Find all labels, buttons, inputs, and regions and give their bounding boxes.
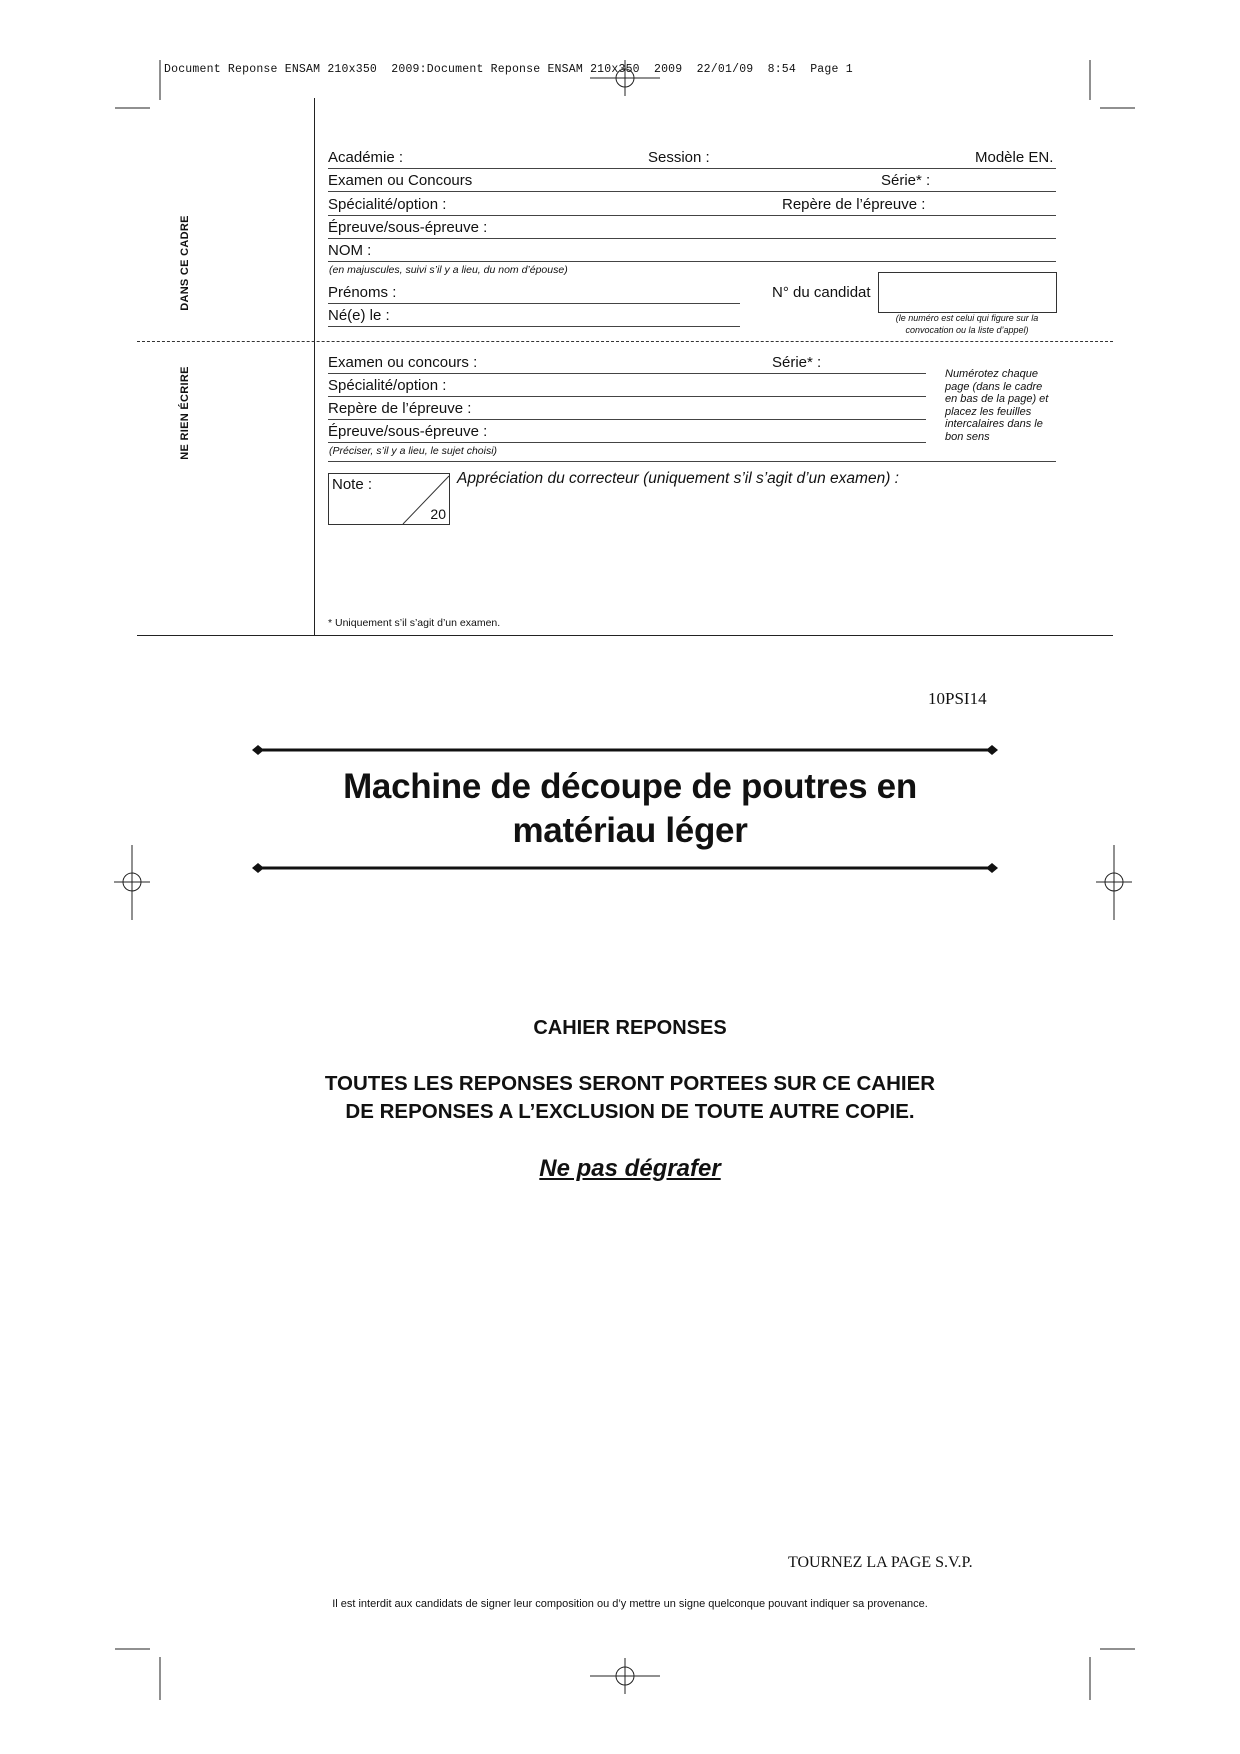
- cut-line: [137, 341, 1113, 342]
- lower-specialite-label: Spécialité/option :: [328, 377, 447, 394]
- nom-hint: (en majuscules, suivi s’il y a lieu, du nom d’épouse): [329, 264, 568, 276]
- field-repere-label: Repère de l’épreuve :: [782, 196, 926, 213]
- interdit-notice: Il est interdit aux candidats de signer leur composition ou d’y mettre un signe quelconque pouvant indiquer sa provenance.: [332, 1598, 928, 1610]
- appreciation-label: Appréciation du correcteur (uniquement s’il s’agit d’un examen) :: [457, 470, 899, 487]
- frame-vertical-rule: [314, 98, 315, 635]
- numerotez-hint-line: page (dans le cadre: [945, 380, 1043, 393]
- numerotez-hint-line: placez les feuilles: [945, 405, 1032, 418]
- input-line-epreuve[interactable]: [328, 238, 1056, 239]
- lower-examen-label: Examen ou concours :: [328, 354, 478, 371]
- document-title: [250, 765, 1010, 853]
- note-box[interactable]: [328, 473, 450, 525]
- instructions: [200, 1070, 1060, 1126]
- lower-bottom-rule: [328, 461, 1056, 462]
- numerotez-hint-line: en bas de la page) et: [945, 393, 1049, 405]
- side-label-dans-ce-cadre: DANS CE CADRE: [179, 215, 191, 311]
- footnote: * Uniquement s’il s’agit d’un examen.: [328, 617, 501, 629]
- lower-input-line-specialite[interactable]: [328, 396, 926, 397]
- note-label: Note :: [332, 476, 373, 493]
- ne-pas-degrafer: Ne pas dégrafer: [539, 1155, 721, 1182]
- field-candidat-label: N° du candidat: [772, 284, 871, 301]
- candidat-hint-line-2: convocation ou la liste d’appel): [905, 325, 1029, 335]
- field-prenoms-label: Prénoms :: [328, 284, 397, 301]
- cahier-reponses-heading: CAHIER REPONSES: [533, 1017, 727, 1039]
- lower-epreuve-label: Épreuve/sous-épreuve :: [328, 423, 488, 440]
- numerotez-hint-line: Numérotez chaque: [945, 368, 1038, 380]
- preciser-hint: (Préciser, s’il y a lieu, le sujet choisi): [329, 445, 498, 457]
- tournez-la-page: TOURNEZ LA PAGE S.V.P.: [788, 1554, 973, 1571]
- document-code: 10PSI14: [928, 689, 987, 708]
- instructions-line-2: DE REPONSES A L’EXCLUSION DE TOUTE AUTRE COPIE.: [345, 1100, 915, 1123]
- candidat-hint-line-1: (le numéro est celui qui figure sur la: [895, 313, 1039, 323]
- field-nom-label: NOM :: [328, 242, 372, 259]
- field-nele-label: Né(e) le :: [328, 307, 390, 324]
- numerotez-hint-line: bon sens: [945, 430, 990, 443]
- field-academie-label: Académie :: [328, 149, 404, 166]
- lower-serie-label: Série* :: [772, 354, 822, 371]
- field-examen-label: Examen ou Concours: [328, 172, 473, 189]
- side-label-ne-rien-ecrire: NE RIEN ÉCRIRE: [179, 366, 191, 460]
- field-modele-label: Modèle EN.: [975, 149, 1054, 166]
- document-title-line-1: Machine de découpe de poutres en: [343, 767, 917, 806]
- numerotez-hint-line: intercalaires dans le: [945, 418, 1043, 430]
- numerotez-hint: [945, 368, 1048, 443]
- note-max: 20: [430, 506, 446, 522]
- frame-bottom-rule: [137, 635, 1113, 636]
- input-line-specialite[interactable]: [328, 215, 1056, 216]
- print-header: Document Reponse ENSAM 210x350 2009:Document Reponse ENSAM 210x350 2009 22/01/09 8:54 Page 1: [164, 63, 853, 76]
- lower-repere-label: Repère de l’épreuve :: [328, 400, 472, 417]
- instructions-line-1: TOUTES LES REPONSES SERONT PORTEES SUR CE CAHIER: [324, 1072, 936, 1095]
- input-line-nom[interactable]: [328, 261, 1056, 262]
- candidat-hint: [870, 312, 1064, 336]
- field-serie-label: Série* :: [881, 172, 931, 189]
- field-epreuve-label: Épreuve/sous-épreuve :: [328, 219, 488, 236]
- input-line-nele[interactable]: [328, 326, 740, 327]
- lower-input-line-repere[interactable]: [328, 419, 926, 420]
- lower-input-line-epreuve[interactable]: [328, 442, 926, 443]
- input-line-prenoms[interactable]: [328, 303, 740, 304]
- lower-input-line-examen[interactable]: [328, 373, 926, 374]
- field-specialite-label: Spécialité/option :: [328, 196, 447, 213]
- input-line-examen[interactable]: [328, 191, 1056, 192]
- field-session-label: Session :: [648, 149, 710, 166]
- input-line-academie[interactable]: [328, 168, 1056, 169]
- document-title-line-2: matériau léger: [512, 811, 748, 850]
- candidat-number-box[interactable]: [878, 272, 1057, 313]
